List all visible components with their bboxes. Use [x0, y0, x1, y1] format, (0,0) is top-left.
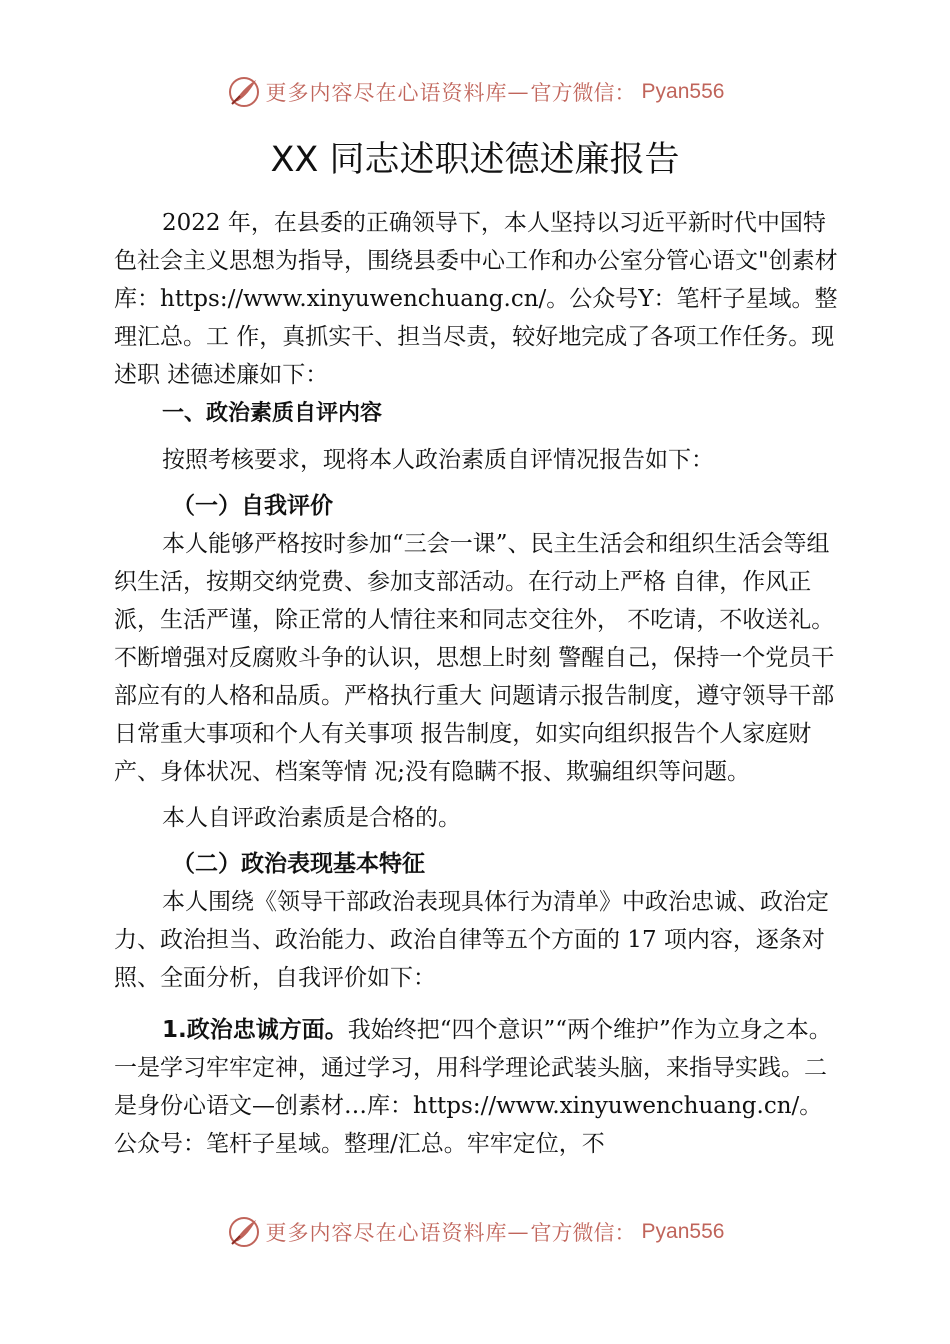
footer-banner	[0, 1212, 950, 1252]
loyalty-body: 我始终把“四个意识”“两个维护”作为立身之本。一是学习牢牢定神，通过学习，用科学理论武装头脑，来指导实践。二是身份心语文—创素材…库：https://www.xinyuwenchuang.cn/。公众号：笔杆子星域。整理/汇总。牢牢定位，不	[114, 1017, 832, 1157]
section-intro-paragraph: 按照考核要求，现将本人政治素质自评情况报告如下：	[162, 447, 714, 473]
feather-quill-icon	[226, 1214, 262, 1250]
header-banner	[0, 72, 950, 112]
banner-wechat-label: 官方微信：	[530, 81, 636, 105]
banner-wechat-id: Pyan556	[641, 1220, 725, 1243]
document-body	[114, 204, 838, 1163]
conclusion-paragraph: 本人自评政治素质是合格的。	[162, 805, 461, 831]
loyalty-lead: 1.政治忠诚方面。	[162, 1017, 348, 1043]
section-heading-1: 一、政治素质自评内容	[162, 401, 383, 426]
subsection-heading-1: （一）自我评价	[172, 493, 333, 519]
banner-wechat-label: 官方微信：	[530, 1221, 636, 1245]
banner-separator: —	[507, 80, 529, 104]
banner-separator: —	[507, 1220, 529, 1244]
self-evaluation-paragraph: 本人能够严格按时参加“三会一课”、民主生活会和组织生活会等组织生活，按期交纳党费、参加支部活动。在行动上严格 自律，作风正派，生活严谨，除正常的人情往来和同志交往外， 不吃请，不收送礼。不断增强对反腐败斗争的认识，思想上时刻 警醒自己，保持一个党员干部应有的人格和品质。严格执行重大 问题请示报告制度，遵守领导干部日常重大事项和个人有关事项 报告制度，如实向组织报告个人家庭财产、身体状况、档案等情 况;没有隐瞒不报、欺骗组织等问题。	[114, 531, 835, 785]
subsection-heading-2: （二）政治表现基本特征	[172, 851, 425, 877]
banner-text: 更多内容尽在心语资料库	[265, 1221, 508, 1245]
document-title: XX 同志述职述德述廉报告	[270, 140, 680, 180]
characteristics-paragraph: 本人围绕《领导干部政治表现具体行为清单》中政治忠诚、政治定力、政治担当、政治能力、政治自律等五个方面的 17 项内容，逐条对照、全面分析，自我评价如下：	[114, 889, 829, 991]
intro-paragraph: 2022 年，在县委的正确领导下，本人坚持以习近平新时代中国特色社会主义思想为指导，围绕县委中心工作和办公室分管心语文"创素材库：https://www.xinyuwenchuang.cn/。公众号Y：笔杆子星域。整理汇总。工 作，真抓实干、担当尽责，较好地完成了各项工作任务。现述职 述德述廉如下：	[114, 210, 838, 388]
loyalty-paragraph	[114, 1011, 838, 1163]
feather-quill-icon	[226, 74, 262, 110]
banner-wechat-id: Pyan556	[641, 80, 725, 103]
banner-text: 更多内容尽在心语资料库	[265, 81, 508, 105]
